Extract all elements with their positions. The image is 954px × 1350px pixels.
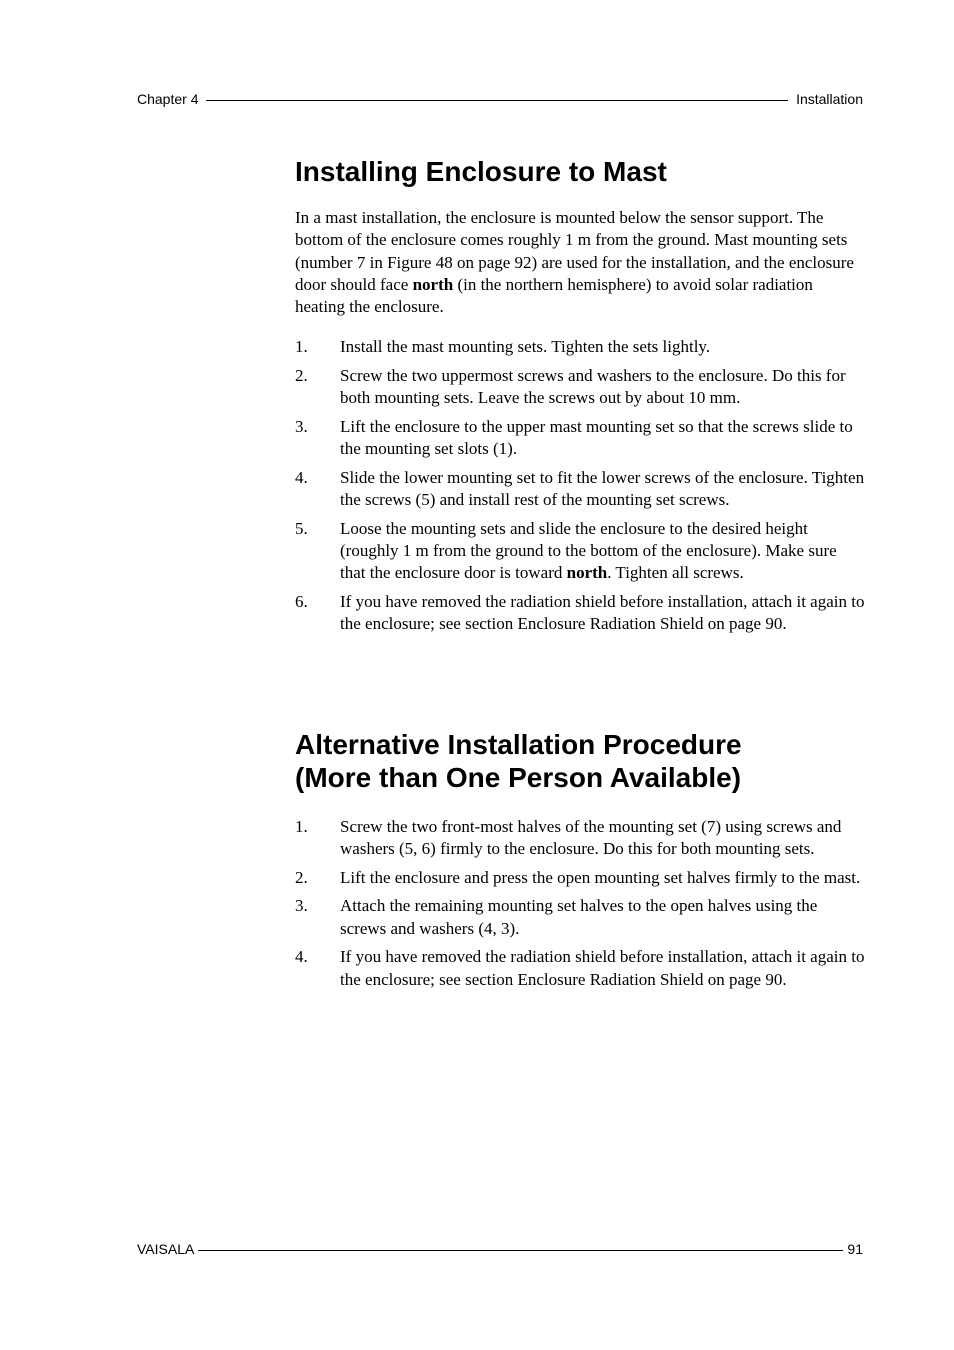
step-number: 1. [295,337,308,357]
step-number: 2. [295,366,308,386]
intro-paragraph [295,207,865,318]
list-item [295,816,865,861]
list-item [295,867,865,889]
step-text-part: Loose the mounting sets and slide the enclosure to the desired height (roughly 1 m from the ground to the bottom of the enclosure). Make sure that the enclosure door is toward [340,518,837,583]
section-title [295,728,865,794]
list-item [295,336,865,358]
list-item [295,416,865,461]
step-text: If you have removed the radiation shield before installation, attach it again to the enclosure; see section Enclosure Radiation Shield on page 90. [340,591,865,634]
list-item [295,591,865,636]
section-title: Installing Enclosure to Mast [295,156,667,187]
title-line: (More than One Person Available) [295,762,742,793]
step-text [340,518,865,585]
footer-brand: VAISALA [137,1241,195,1257]
step-text: Screw the two uppermost screws and washers to the enclosure. Do this for both mounting sets. Leave the screws out by about 10 mm. [340,366,846,408]
step-text-part: . Tighten all screws. [607,563,744,583]
step-bold: north [566,563,608,583]
intro-bold: north [412,274,454,294]
list-item [295,365,865,410]
section-alternative-procedure [295,728,865,997]
running-footer [137,1240,863,1258]
header-rule [206,100,788,101]
step-number: 4. [295,947,308,967]
step-text: Screw the two front-most halves of the mounting set (7) using screws and washers (5, 6) firmly to the enclosure. Do this for both mounting sets. [340,817,842,859]
list-item [295,895,865,940]
step-number: 5. [295,518,308,538]
list-item [295,467,865,512]
step-text: Slide the lower mounting set to fit the lower screws of the enclosure. Tighten the screws (5) and install rest of the mounting set screws. [340,467,865,510]
step-text: Install the mast mounting sets. Tighten the sets lightly. [340,337,711,357]
alternative-steps-list [295,816,865,991]
header-section: Installation [796,91,863,107]
step-text: Attach the remaining mounting set halves to the open halves using the screws and washers (4, 3). [340,896,818,938]
step-text: Lift the enclosure and press the open mounting set halves firmly to the mast. [340,867,861,887]
header-chapter: Chapter 4 [137,91,199,107]
step-number: 4. [295,467,308,487]
section-installing-enclosure [295,155,865,642]
step-text: Lift the enclosure to the upper mast mounting set so that the screws slide to the mounting set slots (1). [340,416,853,459]
list-item [295,946,865,991]
step-number: 1. [295,817,308,836]
footer-rule [198,1250,843,1251]
list-item [295,518,865,585]
intro-text-end: (in the northern hemisphere) to avoid solar radiation heating the enclosure. [295,274,813,317]
intro-text: In a mast installation, the enclosure is mounted below the sensor support. The bottom of the enclosure comes roughly 1 m from the ground. Mast mounting sets (number 7 in Figure 48 on page 92) are used for the installation, and the enclosure door should face [295,208,854,294]
page-number: 91 [847,1241,863,1257]
step-number: 2. [295,867,308,887]
step-text: If you have removed the radiation shield before installation, attach it again to the enclosure; see section Enclosure Radiation Shield on page 90. [340,947,865,989]
step-number: 6. [295,591,308,611]
mast-steps-list [295,336,865,635]
running-header [137,90,863,108]
step-number: 3. [295,416,308,436]
title-line: Alternative Installation Procedure [295,729,742,760]
step-number: 3. [295,896,308,916]
